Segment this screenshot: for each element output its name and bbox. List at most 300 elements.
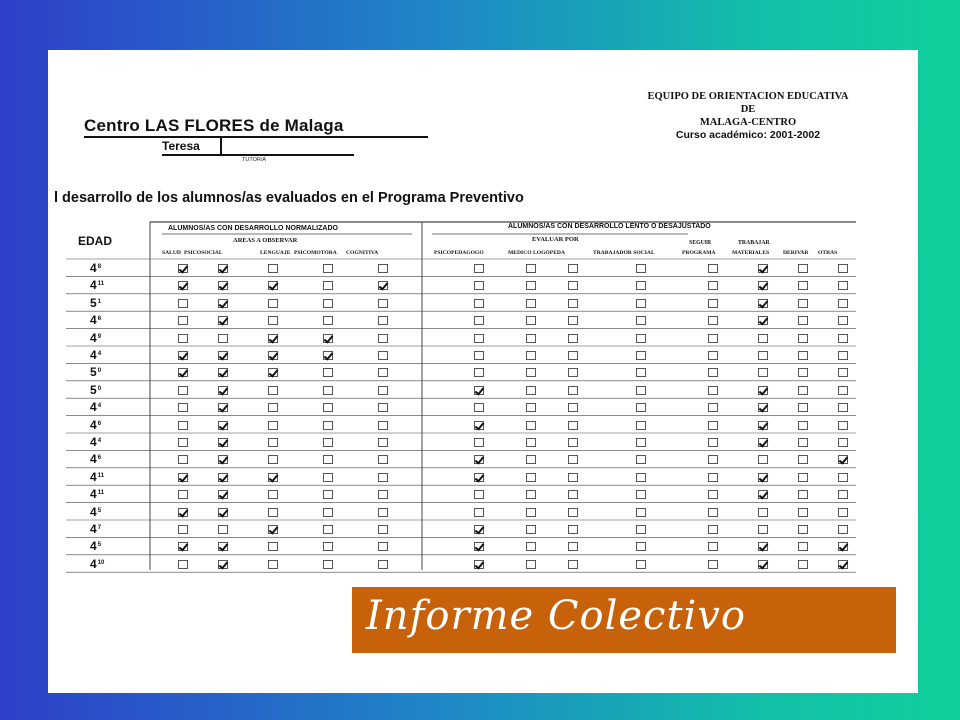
checkbox-empty[interactable] — [636, 525, 646, 534]
checkbox-empty[interactable] — [268, 490, 278, 499]
checkbox-empty[interactable] — [568, 281, 578, 290]
checkbox-empty[interactable] — [474, 281, 484, 290]
column-header-logopeda: LOGOPEDA — [533, 250, 566, 256]
age-years: 4 — [90, 469, 97, 484]
age-years: 4 — [90, 504, 97, 519]
checkbox-empty[interactable] — [378, 473, 388, 482]
checkbox-checked[interactable] — [758, 316, 768, 325]
checkbox-empty[interactable] — [323, 403, 333, 412]
tutor-label: TUTOR/A — [242, 157, 267, 163]
checkbox-empty[interactable] — [636, 264, 646, 273]
checkbox-checked[interactable] — [218, 455, 228, 464]
checkbox-empty[interactable] — [708, 281, 718, 290]
checkbox-empty[interactable] — [568, 403, 578, 412]
checkbox-empty[interactable] — [474, 316, 484, 325]
checkbox-empty[interactable] — [378, 351, 388, 360]
checkbox-empty[interactable] — [636, 281, 646, 290]
checkbox-checked[interactable] — [178, 542, 188, 551]
age-months: 8 — [97, 264, 102, 270]
checkbox-empty[interactable] — [798, 438, 808, 447]
checkbox-empty[interactable] — [526, 525, 536, 534]
checkbox-checked[interactable] — [474, 455, 484, 464]
checkbox-empty[interactable] — [568, 299, 578, 308]
checkbox-empty[interactable] — [474, 264, 484, 273]
checkbox-empty[interactable] — [838, 386, 848, 395]
checkbox-empty[interactable] — [708, 508, 718, 517]
checkbox-empty[interactable] — [838, 421, 848, 430]
checkbox-empty[interactable] — [178, 438, 188, 447]
age-months: 7 — [97, 525, 102, 531]
age-months: 0 — [97, 385, 102, 392]
checkbox-checked[interactable] — [474, 473, 484, 482]
checkbox-empty[interactable] — [178, 299, 188, 308]
checkbox-empty[interactable] — [526, 281, 536, 290]
checkbox-empty[interactable] — [636, 334, 646, 343]
checkbox-empty[interactable] — [526, 299, 536, 308]
checkbox-empty[interactable] — [798, 351, 808, 360]
checkbox-checked[interactable] — [268, 473, 278, 482]
checkbox-empty[interactable] — [708, 560, 718, 569]
checkbox-checked[interactable] — [218, 560, 228, 569]
checkbox-checked[interactable] — [218, 421, 228, 430]
checkbox-empty[interactable] — [568, 525, 578, 534]
age-months: 6 — [97, 316, 102, 323]
age-months: 4 — [97, 403, 102, 410]
checkbox-empty[interactable] — [636, 560, 646, 569]
checkbox-empty[interactable] — [268, 316, 278, 325]
checkbox-empty[interactable] — [378, 386, 388, 395]
checkbox-empty[interactable] — [323, 386, 333, 395]
column-header-salud: SALUD — [162, 250, 181, 256]
checkbox-checked[interactable] — [178, 281, 188, 290]
checkbox-empty[interactable] — [636, 473, 646, 482]
checkbox-checked[interactable] — [758, 473, 768, 482]
checkbox-empty[interactable] — [474, 299, 484, 308]
age-years: 4 — [90, 452, 97, 467]
checkbox-empty[interactable] — [474, 438, 484, 447]
checkbox-empty[interactable] — [798, 299, 808, 308]
age-years: 4 — [90, 278, 97, 293]
checkbox-empty[interactable] — [378, 508, 388, 517]
checkbox-empty[interactable] — [708, 299, 718, 308]
checkbox-empty[interactable] — [568, 264, 578, 273]
checkbox-empty[interactable] — [474, 508, 484, 517]
checkbox-checked[interactable] — [758, 438, 768, 447]
checkbox-checked[interactable] — [838, 542, 848, 551]
checkbox-empty[interactable] — [708, 403, 718, 412]
age-months: 4 — [97, 438, 102, 444]
checkbox-checked[interactable] — [178, 264, 188, 273]
title-banner — [352, 587, 896, 653]
checkbox-empty[interactable] — [758, 334, 768, 343]
checkbox-empty[interactable] — [758, 368, 768, 377]
age-cell — [90, 538, 130, 554]
age-cell — [90, 277, 130, 293]
checkbox-checked[interactable] — [474, 525, 484, 534]
checkbox-empty[interactable] — [378, 438, 388, 447]
checkbox-empty[interactable] — [568, 560, 578, 569]
checkbox-empty[interactable] — [838, 316, 848, 325]
column-header-psicosocial: PSICOSOCIAL — [184, 250, 223, 256]
checkbox-empty[interactable] — [526, 438, 536, 447]
checkbox-empty[interactable] — [636, 403, 646, 412]
checkbox-empty[interactable] — [568, 490, 578, 499]
checkbox-empty[interactable] — [323, 299, 333, 308]
checkbox-empty[interactable] — [323, 560, 333, 569]
checkbox-empty[interactable] — [758, 508, 768, 517]
checkbox-empty[interactable] — [708, 490, 718, 499]
checkbox-empty[interactable] — [323, 508, 333, 517]
checkbox-empty[interactable] — [526, 421, 536, 430]
checkbox-empty[interactable] — [474, 351, 484, 360]
checkbox-empty[interactable] — [568, 334, 578, 343]
checkbox-empty[interactable] — [636, 368, 646, 377]
checkbox-checked[interactable] — [218, 281, 228, 290]
checkbox-empty[interactable] — [798, 508, 808, 517]
column-header-materiales: MATERIALES — [732, 250, 770, 256]
checkbox-empty[interactable] — [526, 508, 536, 517]
age-months: 6 — [97, 420, 102, 427]
age-years: 4 — [90, 487, 97, 502]
checkbox-empty[interactable] — [378, 403, 388, 412]
checkbox-checked[interactable] — [218, 299, 228, 308]
column-header-medico: MEDICO — [508, 250, 532, 256]
age-years: 4 — [90, 400, 97, 415]
checkbox-empty[interactable] — [526, 351, 536, 360]
checkbox-checked[interactable] — [378, 281, 388, 290]
checkbox-checked[interactable] — [218, 490, 228, 499]
checkbox-empty[interactable] — [178, 334, 188, 343]
checkbox-empty[interactable] — [474, 368, 484, 377]
checkbox-empty[interactable] — [798, 421, 808, 430]
checkbox-checked[interactable] — [758, 299, 768, 308]
age-months: 10 — [97, 559, 105, 566]
checkbox-empty[interactable] — [378, 316, 388, 325]
checkbox-empty[interactable] — [323, 525, 333, 534]
checkbox-empty[interactable] — [708, 334, 718, 343]
checkbox-empty[interactable] — [378, 368, 388, 377]
checkbox-empty[interactable] — [838, 438, 848, 447]
column-header-lenguaje: LENGUAJE — [260, 250, 291, 256]
checkbox-checked[interactable] — [178, 508, 188, 517]
checkbox-checked[interactable] — [218, 386, 228, 395]
checkbox-empty[interactable] — [636, 455, 646, 464]
checkbox-checked[interactable] — [218, 368, 228, 377]
checkbox-checked[interactable] — [758, 490, 768, 499]
checkbox-empty[interactable] — [526, 403, 536, 412]
checkbox-empty[interactable] — [798, 403, 808, 412]
checkbox-checked[interactable] — [218, 508, 228, 517]
checkbox-empty[interactable] — [268, 455, 278, 464]
group-header-normalizado: ALUMNOS/AS CON DESARROLLO NORMALIZADO — [168, 225, 338, 232]
checkbox-empty[interactable] — [526, 386, 536, 395]
checkbox-empty[interactable] — [218, 525, 228, 534]
column-header-psicopedagogo: PSICOPEDAGOGO — [434, 250, 484, 256]
checkbox-empty[interactable] — [708, 316, 718, 325]
checkbox-checked[interactable] — [218, 438, 228, 447]
checkbox-empty[interactable] — [708, 368, 718, 377]
checkbox-empty[interactable] — [378, 299, 388, 308]
age-years: 5 — [90, 365, 97, 380]
age-cell — [90, 347, 130, 363]
age-years: 5 — [90, 295, 97, 310]
checkbox-checked[interactable] — [758, 542, 768, 551]
age-cell — [90, 521, 130, 537]
checkbox-empty[interactable] — [268, 264, 278, 273]
column-header-psicomotora: PSICOMOTORA — [294, 250, 337, 256]
checkbox-checked[interactable] — [178, 351, 188, 360]
age-years: 4 — [90, 539, 97, 554]
checkbox-empty[interactable] — [798, 473, 808, 482]
checkbox-empty[interactable] — [568, 386, 578, 395]
checkbox-empty[interactable] — [798, 525, 808, 534]
checkbox-empty[interactable] — [378, 560, 388, 569]
checkbox-empty[interactable] — [378, 455, 388, 464]
checkbox-empty[interactable] — [798, 368, 808, 377]
checkbox-empty[interactable] — [378, 421, 388, 430]
checkbox-empty[interactable] — [798, 560, 808, 569]
checkbox-empty[interactable] — [526, 473, 536, 482]
age-months: 4 — [97, 351, 102, 357]
checkbox-checked[interactable] — [218, 473, 228, 482]
checkbox-empty[interactable] — [798, 386, 808, 395]
checkbox-empty[interactable] — [268, 560, 278, 569]
checkbox-empty[interactable] — [636, 438, 646, 447]
checkbox-empty[interactable] — [838, 368, 848, 377]
checkbox-empty[interactable] — [798, 264, 808, 273]
checkbox-checked[interactable] — [268, 334, 278, 343]
checkbox-empty[interactable] — [838, 299, 848, 308]
checkbox-empty[interactable] — [838, 473, 848, 482]
checkbox-empty[interactable] — [268, 299, 278, 308]
age-years: 4 — [90, 330, 97, 345]
checkbox-empty[interactable] — [178, 316, 188, 325]
checkbox-checked[interactable] — [178, 368, 188, 377]
checkbox-empty[interactable] — [268, 438, 278, 447]
age-cell — [90, 312, 130, 328]
checkbox-empty[interactable] — [568, 508, 578, 517]
centro-title: Centro LAS FLORES de Malaga — [84, 116, 344, 135]
checkbox-empty[interactable] — [798, 490, 808, 499]
checkbox-checked[interactable] — [474, 560, 484, 569]
checkbox-empty[interactable] — [526, 368, 536, 377]
checkbox-empty[interactable] — [568, 368, 578, 377]
checkbox-checked[interactable] — [474, 386, 484, 395]
banner-title: Informe Colectivo — [366, 593, 746, 639]
checkbox-empty[interactable] — [378, 264, 388, 273]
checkbox-empty[interactable] — [378, 525, 388, 534]
checkbox-empty[interactable] — [838, 334, 848, 343]
checkbox-empty[interactable] — [526, 455, 536, 464]
checkbox-empty[interactable] — [178, 386, 188, 395]
checkbox-empty[interactable] — [758, 525, 768, 534]
checkbox-checked[interactable] — [838, 455, 848, 464]
checkbox-empty[interactable] — [708, 351, 718, 360]
checkbox-checked[interactable] — [218, 351, 228, 360]
checkbox-empty[interactable] — [708, 455, 718, 464]
checkbox-empty[interactable] — [323, 542, 333, 551]
checkbox-empty[interactable] — [526, 560, 536, 569]
age-years: 4 — [90, 348, 97, 362]
checkbox-empty[interactable] — [708, 264, 718, 273]
checkbox-empty[interactable] — [838, 351, 848, 360]
checkbox-empty[interactable] — [636, 490, 646, 499]
checkbox-checked[interactable] — [178, 473, 188, 482]
checkbox-empty[interactable] — [838, 403, 848, 412]
checkbox-empty[interactable] — [568, 438, 578, 447]
checkbox-empty[interactable] — [708, 438, 718, 447]
checkbox-checked[interactable] — [838, 560, 848, 569]
checkbox-checked[interactable] — [758, 281, 768, 290]
checkbox-empty[interactable] — [838, 508, 848, 517]
checkbox-empty[interactable] — [708, 525, 718, 534]
checkbox-empty[interactable] — [268, 403, 278, 412]
checkbox-empty[interactable] — [568, 421, 578, 430]
age-months: 6 — [97, 455, 102, 462]
checkbox-empty[interactable] — [838, 490, 848, 499]
equipo-location: MALAGA-CENTRO — [699, 117, 797, 128]
age-years: 4 — [90, 261, 97, 275]
age-cell — [90, 469, 130, 485]
checkbox-empty[interactable] — [708, 542, 718, 551]
checkbox-empty[interactable] — [218, 334, 228, 343]
age-months: 5 — [97, 507, 102, 514]
document-subtitle: l desarrollo de los alumnos/as evaluados en el Programa Preventivo — [54, 190, 524, 206]
checkbox-checked[interactable] — [474, 421, 484, 430]
checkbox-empty[interactable] — [758, 455, 768, 464]
checkbox-empty[interactable] — [568, 473, 578, 482]
checkbox-empty[interactable] — [323, 455, 333, 464]
checkbox-checked[interactable] — [268, 351, 278, 360]
checkbox-empty[interactable] — [474, 334, 484, 343]
age-months: 5 — [97, 542, 102, 549]
checkbox-empty[interactable] — [568, 351, 578, 360]
age-years: 4 — [90, 522, 97, 536]
checkbox-empty[interactable] — [636, 351, 646, 360]
checkbox-empty[interactable] — [636, 421, 646, 430]
age-months: 11 — [97, 281, 105, 288]
checkbox-empty[interactable] — [636, 386, 646, 395]
checkbox-checked[interactable] — [218, 403, 228, 412]
checkbox-empty[interactable] — [798, 542, 808, 551]
checkbox-empty[interactable] — [708, 386, 718, 395]
age-cell — [90, 486, 130, 502]
checkbox-empty[interactable] — [178, 455, 188, 464]
checkbox-empty[interactable] — [178, 525, 188, 534]
checkbox-checked[interactable] — [474, 542, 484, 551]
age-months: 11 — [97, 490, 105, 497]
checkbox-empty[interactable] — [568, 316, 578, 325]
age-cell — [90, 504, 130, 520]
checkbox-empty[interactable] — [178, 490, 188, 499]
checkbox-empty[interactable] — [323, 490, 333, 499]
checkbox-empty[interactable] — [526, 264, 536, 273]
checkbox-empty[interactable] — [708, 473, 718, 482]
checkbox-checked[interactable] — [323, 351, 333, 360]
checkbox-empty[interactable] — [636, 299, 646, 308]
checkbox-checked[interactable] — [758, 421, 768, 430]
checkbox-empty[interactable] — [526, 542, 536, 551]
checkbox-empty[interactable] — [378, 490, 388, 499]
checkbox-empty[interactable] — [568, 542, 578, 551]
checkbox-checked[interactable] — [268, 281, 278, 290]
checkbox-empty[interactable] — [636, 542, 646, 551]
checkbox-empty[interactable] — [178, 403, 188, 412]
checkbox-empty[interactable] — [323, 438, 333, 447]
checkbox-checked[interactable] — [758, 386, 768, 395]
checkbox-empty[interactable] — [838, 525, 848, 534]
checkbox-empty[interactable] — [798, 334, 808, 343]
age-years: 4 — [90, 435, 97, 449]
checkbox-checked[interactable] — [268, 525, 278, 534]
age-years: 4 — [90, 417, 97, 432]
checkbox-empty[interactable] — [268, 386, 278, 395]
checkbox-empty[interactable] — [323, 316, 333, 325]
curso-academico: Curso académico: 2001-2002 — [675, 129, 821, 141]
checkbox-empty[interactable] — [526, 316, 536, 325]
age-years: 5 — [90, 382, 97, 397]
checkbox-empty[interactable] — [178, 560, 188, 569]
column-header-trabajador-social: TRABAJADOR SOCIAL — [593, 250, 655, 256]
checkbox-empty[interactable] — [568, 455, 578, 464]
checkbox-empty[interactable] — [268, 542, 278, 551]
checkbox-empty[interactable] — [268, 508, 278, 517]
checkbox-empty[interactable] — [474, 490, 484, 499]
checkbox-empty[interactable] — [526, 490, 536, 499]
checkbox-empty[interactable] — [758, 351, 768, 360]
age-cell — [90, 295, 130, 311]
checkbox-empty[interactable] — [323, 264, 333, 273]
checkbox-empty[interactable] — [636, 508, 646, 517]
age-cell — [90, 556, 130, 572]
checkbox-checked[interactable] — [218, 316, 228, 325]
checkbox-empty[interactable] — [474, 403, 484, 412]
checkbox-empty[interactable] — [708, 421, 718, 430]
age-cell — [90, 451, 130, 467]
edad-header: EDAD — [78, 234, 113, 248]
checkbox-empty[interactable] — [178, 421, 188, 430]
checkbox-empty[interactable] — [268, 421, 278, 430]
tutor-name: Teresa — [162, 139, 200, 153]
checkbox-empty[interactable] — [323, 281, 333, 290]
checkbox-checked[interactable] — [758, 403, 768, 412]
checkbox-empty[interactable] — [323, 473, 333, 482]
checkbox-empty[interactable] — [636, 316, 646, 325]
checkbox-checked[interactable] — [268, 368, 278, 377]
checkbox-empty[interactable] — [838, 264, 848, 273]
checkbox-empty[interactable] — [798, 316, 808, 325]
checkbox-checked[interactable] — [758, 560, 768, 569]
checkbox-empty[interactable] — [838, 281, 848, 290]
equipo-title: EQUIPO DE ORIENTACION EDUCATIVA — [647, 91, 849, 102]
checkbox-empty[interactable] — [526, 334, 536, 343]
checkbox-empty[interactable] — [378, 334, 388, 343]
checkbox-checked[interactable] — [218, 542, 228, 551]
checkbox-checked[interactable] — [218, 264, 228, 273]
age-cell — [90, 434, 130, 450]
checkbox-checked[interactable] — [758, 264, 768, 273]
age-cell — [90, 399, 130, 415]
checkbox-empty[interactable] — [378, 542, 388, 551]
checkbox-checked[interactable] — [323, 334, 333, 343]
checkbox-empty[interactable] — [798, 281, 808, 290]
age-cell — [90, 364, 130, 380]
checkbox-empty[interactable] — [323, 421, 333, 430]
checkbox-empty[interactable] — [798, 455, 808, 464]
checkbox-empty[interactable] — [323, 368, 333, 377]
areas-header: AREAS A OBSERVAR — [233, 237, 298, 244]
trabajar-header: TRABAJAR — [738, 240, 770, 246]
